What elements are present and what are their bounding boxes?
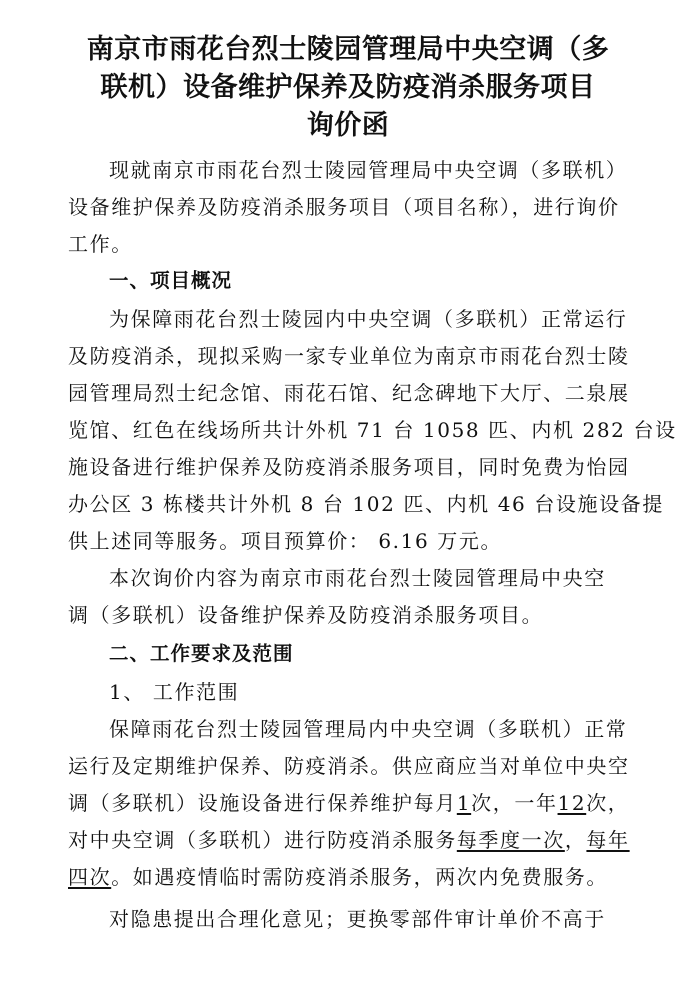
section-1-paragraph-line-1: 为保障雨花台烈士陵园内中央空调（多联机）正常运行 (109, 307, 628, 331)
document-title-line-3: 询价函 (306, 110, 390, 141)
maintenance-text-3: 次， (586, 791, 630, 815)
section-2-paragraph-line-5 (68, 863, 608, 891)
section-1-paragraph-line-6: 办公区 3 栋楼共计外机 8 台 102 匹、内机 46 台设施设备提 (68, 492, 664, 516)
intro-line-2: 设备维护保养及防疫消杀服务项目（项目名称），进行询价 (68, 195, 620, 219)
section-2-subheading: 1、 工作范围 (109, 680, 240, 704)
yearly-frequency-end: 四次 (68, 865, 112, 889)
document-title-line-2: 联机）设备维护保养及防疫消杀服务项目 (100, 72, 596, 103)
maintenance-text-2: 次，一年 (471, 791, 558, 815)
yearly-frequency-start: 每年 (586, 828, 630, 852)
maintenance-text: 调（多联机）设施设备进行保养维护每月 (68, 791, 457, 815)
quarterly-frequency: 每季度一次 (456, 828, 565, 852)
document-title-line-1: 南京市雨花台烈士陵园管理局中央空调（多 (86, 34, 610, 65)
section-1-paragraph-line-3: 园管理局烈士纪念馆、雨花石馆、纪念碑地下大厅、二泉展 (68, 381, 630, 405)
intro-line-3: 工作。 (68, 232, 133, 256)
section-1-paragraph-line-5: 施设备进行维护保养及防疫消杀服务项目，同时免费为怡园 (68, 455, 630, 479)
disinfection-comma: ， (564, 828, 587, 852)
section-2-hazard-line-1: 对隐患提出合理化意见；更换零部件审计单价不高于 (109, 907, 606, 931)
section-1-scope-line-1: 本次询价内容为南京市雨花台烈士陵园管理局中央空 (109, 566, 606, 590)
intro-line-1: 现就南京市雨花台烈士陵园管理局中央空调（多联机） (109, 158, 628, 182)
section-1-scope-line-2: 调（多联机）设备维护保养及防疫消杀服务项目。 (68, 603, 544, 627)
section-1-paragraph-line-4: 览馆、红色在线场所共计外机 71 台 1058 匹、内机 282 台设 (68, 418, 677, 442)
yearly-count: 12 (557, 791, 587, 815)
section-2-heading: 二、工作要求及范围 (109, 642, 294, 665)
free-service-text: 。如遇疫情临时需防疫消杀服务，两次内免费服务。 (111, 865, 609, 889)
section-1-paragraph-line-7: 供上述同等服务。项目预算价： 6.16 万元。 (68, 529, 503, 553)
section-2-paragraph-line-1: 保障雨花台烈士陵园管理局内中央空调（多联机）正常 (109, 717, 628, 741)
section-2-paragraph-line-3 (68, 789, 629, 817)
monthly-count: 1 (456, 791, 472, 815)
section-2-paragraph-line-4 (68, 826, 630, 854)
section-1-paragraph-line-2: 及防疫消杀，现拟采购一家专业单位为南京市雨花台烈士陵 (68, 344, 630, 368)
section-2-paragraph-line-2: 运行及定期维护保养、防疫消杀。供应商应当对单位中央空 (68, 754, 630, 778)
disinfection-text: 对中央空调（多联机）进行防疫消杀服务 (68, 828, 457, 852)
section-1-heading: 一、项目概况 (109, 269, 233, 292)
